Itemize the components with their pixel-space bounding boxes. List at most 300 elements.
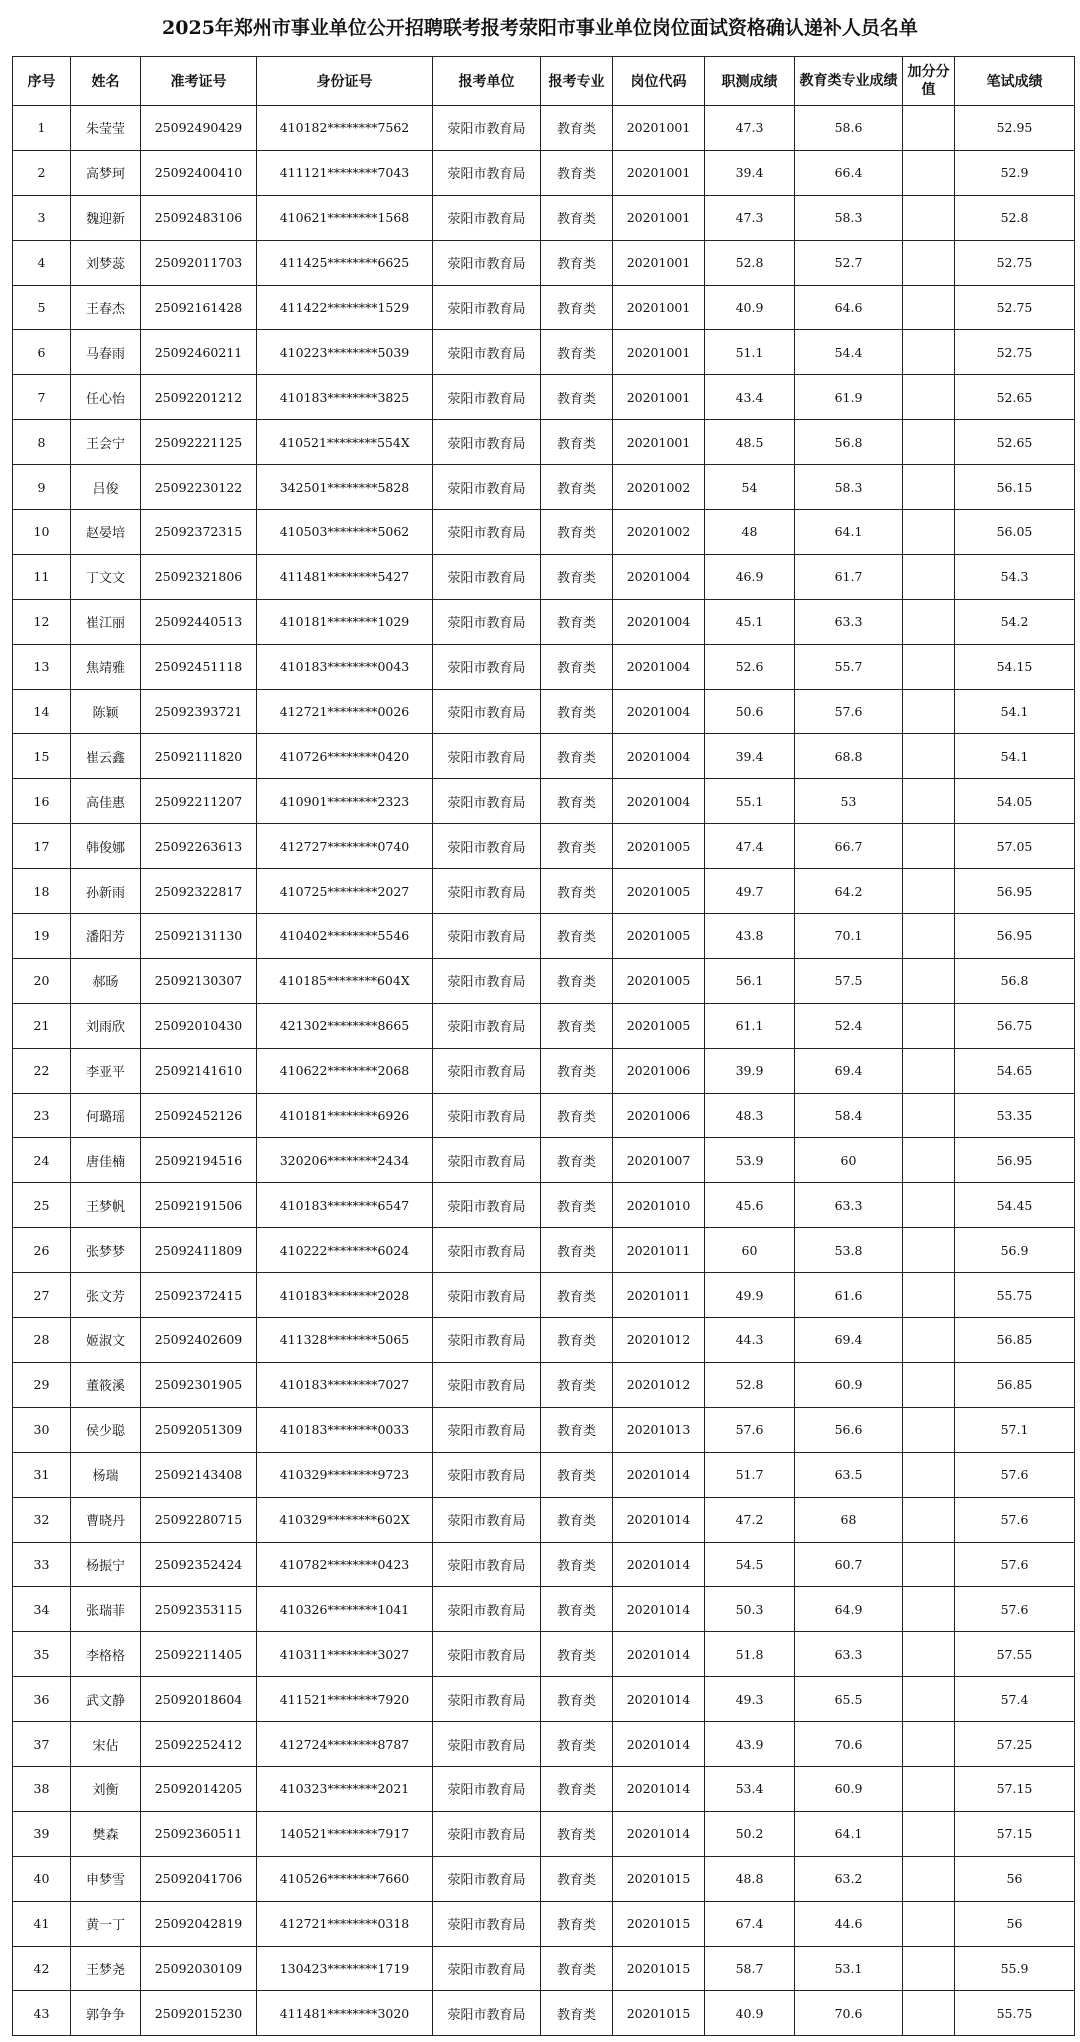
bonus-points-cell — [903, 106, 955, 151]
aptitude-score-cell: 47.3 — [705, 195, 795, 240]
education-score-cell: 65.5 — [795, 1677, 903, 1722]
written-score-cell: 52.75 — [955, 240, 1075, 285]
id-number-cell: 130423********1719 — [257, 1946, 433, 1991]
bonus-points-cell — [903, 958, 955, 1003]
id-number-cell: 410901********2323 — [257, 779, 433, 824]
major-cell: 教育类 — [541, 106, 613, 151]
bonus-points-cell — [903, 1273, 955, 1318]
education-score-cell: 53.8 — [795, 1228, 903, 1273]
written-score-cell: 52.9 — [955, 150, 1075, 195]
aptitude-score-cell: 54 — [705, 465, 795, 510]
post-code-cell: 20201005 — [613, 914, 705, 959]
aptitude-score-cell: 47.4 — [705, 824, 795, 869]
unit-cell: 荥阳市教育局 — [433, 734, 541, 779]
unit-cell: 荥阳市教育局 — [433, 375, 541, 420]
exam-id-cell: 25092041706 — [141, 1856, 257, 1901]
post-code-cell: 20201015 — [613, 1991, 705, 2036]
bonus-points-cell — [903, 1048, 955, 1093]
unit-cell: 荥阳市教育局 — [433, 869, 541, 914]
exam-id-cell: 25092018604 — [141, 1677, 257, 1722]
aptitude-score-cell: 49.9 — [705, 1273, 795, 1318]
aptitude-score-cell: 52.8 — [705, 240, 795, 285]
major-cell: 教育类 — [541, 1048, 613, 1093]
unit-cell: 荥阳市教育局 — [433, 599, 541, 644]
post-code-cell: 20201001 — [613, 375, 705, 420]
id-number-cell: 410329********602X — [257, 1497, 433, 1542]
table-row — [13, 195, 1075, 240]
aptitude-score-cell: 67.4 — [705, 1901, 795, 1946]
written-score-cell: 54.1 — [955, 734, 1075, 779]
name-cell: 刘衡 — [71, 1766, 141, 1811]
education-score-cell: 61.9 — [795, 375, 903, 420]
bonus-points-cell — [903, 510, 955, 555]
education-score-cell: 63.3 — [795, 1632, 903, 1677]
unit-cell: 荥阳市教育局 — [433, 420, 541, 465]
education-score-cell: 63.2 — [795, 1856, 903, 1901]
seq-cell: 16 — [13, 779, 71, 824]
written-score-cell: 56.95 — [955, 914, 1075, 959]
major-cell: 教育类 — [541, 1452, 613, 1497]
exam-id-cell: 25092030109 — [141, 1946, 257, 1991]
table-row — [13, 958, 1075, 1003]
header-bonus-points: 加分分值 — [903, 57, 955, 106]
header-written-score: 笔试成绩 — [955, 57, 1075, 106]
id-number-cell: 410183********0033 — [257, 1407, 433, 1452]
bonus-points-cell — [903, 1766, 955, 1811]
header-major: 报考专业 — [541, 57, 613, 106]
table-row — [13, 1632, 1075, 1677]
table-row — [13, 465, 1075, 510]
education-score-cell: 52.7 — [795, 240, 903, 285]
seq-cell: 12 — [13, 599, 71, 644]
post-code-cell: 20201014 — [613, 1587, 705, 1632]
education-score-cell: 69.4 — [795, 1048, 903, 1093]
major-cell: 教育类 — [541, 689, 613, 734]
exam-id-cell: 25092263613 — [141, 824, 257, 869]
name-cell: 任心怡 — [71, 375, 141, 420]
unit-cell: 荥阳市教育局 — [433, 1991, 541, 2036]
table-row — [13, 1766, 1075, 1811]
unit-cell: 荥阳市教育局 — [433, 824, 541, 869]
major-cell: 教育类 — [541, 824, 613, 869]
table-row — [13, 1273, 1075, 1318]
name-cell: 高佳惠 — [71, 779, 141, 824]
major-cell: 教育类 — [541, 330, 613, 375]
exam-id-cell: 25092360511 — [141, 1811, 257, 1856]
bonus-points-cell — [903, 1587, 955, 1632]
major-cell: 教育类 — [541, 285, 613, 330]
major-cell: 教育类 — [541, 1003, 613, 1048]
name-cell: 黄一丁 — [71, 1901, 141, 1946]
name-cell: 崔江丽 — [71, 599, 141, 644]
written-score-cell: 56.95 — [955, 869, 1075, 914]
table-row — [13, 1003, 1075, 1048]
post-code-cell: 20201001 — [613, 330, 705, 375]
table-row — [13, 1991, 1075, 2036]
post-code-cell: 20201001 — [613, 240, 705, 285]
seq-cell: 33 — [13, 1542, 71, 1587]
name-cell: 高梦珂 — [71, 150, 141, 195]
name-cell: 武文静 — [71, 1677, 141, 1722]
exam-id-cell: 25092460211 — [141, 330, 257, 375]
aptitude-score-cell: 60 — [705, 1228, 795, 1273]
bonus-points-cell — [903, 1362, 955, 1407]
table-row — [13, 1542, 1075, 1587]
unit-cell: 荥阳市教育局 — [433, 1946, 541, 1991]
education-score-cell: 58.3 — [795, 195, 903, 240]
bonus-points-cell — [903, 1138, 955, 1183]
bonus-points-cell — [903, 330, 955, 375]
table-row — [13, 1587, 1075, 1632]
written-score-cell: 55.75 — [955, 1273, 1075, 1318]
id-number-cell: 410323********2021 — [257, 1766, 433, 1811]
unit-cell: 荥阳市教育局 — [433, 1452, 541, 1497]
exam-id-cell: 25092402609 — [141, 1318, 257, 1363]
bonus-points-cell — [903, 1811, 955, 1856]
written-score-cell: 57.1 — [955, 1407, 1075, 1452]
id-number-cell: 412721********0026 — [257, 689, 433, 734]
seq-cell: 29 — [13, 1362, 71, 1407]
table-row — [13, 285, 1075, 330]
aptitude-score-cell: 58.7 — [705, 1946, 795, 1991]
aptitude-score-cell: 48.8 — [705, 1856, 795, 1901]
written-score-cell: 57.6 — [955, 1542, 1075, 1587]
post-code-cell: 20201004 — [613, 554, 705, 599]
major-cell: 教育类 — [541, 1901, 613, 1946]
education-score-cell: 64.2 — [795, 869, 903, 914]
education-score-cell: 68 — [795, 1497, 903, 1542]
table-row — [13, 779, 1075, 824]
exam-id-cell: 25092352424 — [141, 1542, 257, 1587]
post-code-cell: 20201015 — [613, 1946, 705, 1991]
seq-cell: 7 — [13, 375, 71, 420]
exam-id-cell: 25092111820 — [141, 734, 257, 779]
major-cell: 教育类 — [541, 1497, 613, 1542]
exam-id-cell: 25092440513 — [141, 599, 257, 644]
id-number-cell: 410311********3027 — [257, 1632, 433, 1677]
id-number-cell: 410621********1568 — [257, 195, 433, 240]
bonus-points-cell — [903, 285, 955, 330]
major-cell: 教育类 — [541, 510, 613, 555]
education-score-cell: 70.1 — [795, 914, 903, 959]
written-score-cell: 52.95 — [955, 106, 1075, 151]
major-cell: 教育类 — [541, 1722, 613, 1767]
post-code-cell: 20201014 — [613, 1811, 705, 1856]
table-row — [13, 1497, 1075, 1542]
exam-id-cell: 25092372415 — [141, 1273, 257, 1318]
bonus-points-cell — [903, 1228, 955, 1273]
written-score-cell: 54.2 — [955, 599, 1075, 644]
education-score-cell: 64.1 — [795, 510, 903, 555]
id-number-cell: 412721********0318 — [257, 1901, 433, 1946]
education-score-cell: 63.5 — [795, 1452, 903, 1497]
unit-cell: 荥阳市教育局 — [433, 1138, 541, 1183]
name-cell: 唐佳楠 — [71, 1138, 141, 1183]
aptitude-score-cell: 54.5 — [705, 1542, 795, 1587]
name-cell: 张梦梦 — [71, 1228, 141, 1273]
table-row — [13, 554, 1075, 599]
id-number-cell: 411425********6625 — [257, 240, 433, 285]
education-score-cell: 70.6 — [795, 1991, 903, 2036]
id-number-cell: 410183********7027 — [257, 1362, 433, 1407]
unit-cell: 荥阳市教育局 — [433, 1632, 541, 1677]
unit-cell: 荥阳市教育局 — [433, 1811, 541, 1856]
written-score-cell: 54.45 — [955, 1183, 1075, 1228]
education-score-cell: 44.6 — [795, 1901, 903, 1946]
seq-cell: 21 — [13, 1003, 71, 1048]
name-cell: 李格格 — [71, 1632, 141, 1677]
seq-cell: 26 — [13, 1228, 71, 1273]
education-score-cell: 64.6 — [795, 285, 903, 330]
major-cell: 教育类 — [541, 1362, 613, 1407]
seq-cell: 31 — [13, 1452, 71, 1497]
id-number-cell: 410326********1041 — [257, 1587, 433, 1632]
written-score-cell: 55.9 — [955, 1946, 1075, 1991]
seq-cell: 27 — [13, 1273, 71, 1318]
seq-cell: 14 — [13, 689, 71, 734]
unit-cell: 荥阳市教育局 — [433, 1362, 541, 1407]
table-row — [13, 375, 1075, 420]
written-score-cell: 57.6 — [955, 1452, 1075, 1497]
id-number-cell: 410183********6547 — [257, 1183, 433, 1228]
name-cell: 韩俊娜 — [71, 824, 141, 869]
name-cell: 宋佔 — [71, 1722, 141, 1767]
name-cell: 何璐瑶 — [71, 1093, 141, 1138]
name-cell: 王梦尧 — [71, 1946, 141, 1991]
written-score-cell: 56.15 — [955, 465, 1075, 510]
major-cell: 教育类 — [541, 644, 613, 689]
bonus-points-cell — [903, 1497, 955, 1542]
table-row — [13, 1722, 1075, 1767]
table-row — [13, 1811, 1075, 1856]
exam-id-cell: 25092230122 — [141, 465, 257, 510]
unit-cell: 荥阳市教育局 — [433, 1183, 541, 1228]
education-score-cell: 54.4 — [795, 330, 903, 375]
exam-id-cell: 25092191506 — [141, 1183, 257, 1228]
exam-id-cell: 25092194516 — [141, 1138, 257, 1183]
unit-cell: 荥阳市教育局 — [433, 1318, 541, 1363]
seq-cell: 5 — [13, 285, 71, 330]
seq-cell: 34 — [13, 1587, 71, 1632]
bonus-points-cell — [903, 554, 955, 599]
bonus-points-cell — [903, 734, 955, 779]
table-row — [13, 240, 1075, 285]
post-code-cell: 20201014 — [613, 1452, 705, 1497]
id-number-cell: 410183********0043 — [257, 644, 433, 689]
exam-id-cell: 25092211405 — [141, 1632, 257, 1677]
id-number-cell: 410329********9723 — [257, 1452, 433, 1497]
bonus-points-cell — [903, 1946, 955, 1991]
exam-id-cell: 25092353115 — [141, 1587, 257, 1632]
name-cell: 马春雨 — [71, 330, 141, 375]
exam-id-cell: 25092010430 — [141, 1003, 257, 1048]
post-code-cell: 20201014 — [613, 1766, 705, 1811]
written-score-cell: 52.8 — [955, 195, 1075, 240]
exam-id-cell: 25092451118 — [141, 644, 257, 689]
name-cell: 张文芳 — [71, 1273, 141, 1318]
table-row — [13, 1452, 1075, 1497]
unit-cell: 荥阳市教育局 — [433, 689, 541, 734]
table-header-row — [13, 57, 1075, 106]
table-row — [13, 1183, 1075, 1228]
exam-id-cell: 25092051309 — [141, 1407, 257, 1452]
major-cell: 教育类 — [541, 554, 613, 599]
education-score-cell: 52.4 — [795, 1003, 903, 1048]
written-score-cell: 57.15 — [955, 1766, 1075, 1811]
name-cell: 朱莹莹 — [71, 106, 141, 151]
aptitude-score-cell: 49.3 — [705, 1677, 795, 1722]
table-row — [13, 1048, 1075, 1093]
name-cell: 崔云鑫 — [71, 734, 141, 779]
aptitude-score-cell: 43.4 — [705, 375, 795, 420]
seq-cell: 1 — [13, 106, 71, 151]
unit-cell: 荥阳市教育局 — [433, 1407, 541, 1452]
written-score-cell: 56.9 — [955, 1228, 1075, 1273]
document-title: 2025年郑州市事业单位公开招聘联考报考荥阳市事业单位岗位面试资格确认递补人员名单 — [162, 17, 918, 39]
name-cell: 吕俊 — [71, 465, 141, 510]
aptitude-score-cell: 39.9 — [705, 1048, 795, 1093]
written-score-cell: 57.15 — [955, 1811, 1075, 1856]
education-score-cell: 64.9 — [795, 1587, 903, 1632]
exam-id-cell: 25092130307 — [141, 958, 257, 1003]
id-number-cell: 410181********6926 — [257, 1093, 433, 1138]
table-row — [13, 420, 1075, 465]
seq-cell: 3 — [13, 195, 71, 240]
education-score-cell: 61.7 — [795, 554, 903, 599]
aptitude-score-cell: 43.8 — [705, 914, 795, 959]
education-score-cell: 70.6 — [795, 1722, 903, 1767]
bonus-points-cell — [903, 1093, 955, 1138]
bonus-points-cell — [903, 195, 955, 240]
exam-id-cell: 25092014205 — [141, 1766, 257, 1811]
header-name: 姓名 — [71, 57, 141, 106]
seq-cell: 25 — [13, 1183, 71, 1228]
exam-id-cell: 25092372315 — [141, 510, 257, 555]
exam-id-cell: 25092221125 — [141, 420, 257, 465]
written-score-cell: 57.25 — [955, 1722, 1075, 1767]
table-row — [13, 1228, 1075, 1273]
seq-cell: 9 — [13, 465, 71, 510]
bonus-points-cell — [903, 1677, 955, 1722]
name-cell: 樊森 — [71, 1811, 141, 1856]
id-number-cell: 410222********6024 — [257, 1228, 433, 1273]
education-score-cell: 60.9 — [795, 1362, 903, 1407]
major-cell: 教育类 — [541, 1677, 613, 1722]
exam-id-cell: 25092042819 — [141, 1901, 257, 1946]
table-row — [13, 1946, 1075, 1991]
table-row — [13, 824, 1075, 869]
bonus-points-cell — [903, 1452, 955, 1497]
name-cell: 陈颖 — [71, 689, 141, 734]
bonus-points-cell — [903, 465, 955, 510]
name-cell: 张瑞菲 — [71, 1587, 141, 1632]
name-cell: 孙新雨 — [71, 869, 141, 914]
written-score-cell: 57.6 — [955, 1587, 1075, 1632]
education-score-cell: 57.6 — [795, 689, 903, 734]
seq-cell: 8 — [13, 420, 71, 465]
education-score-cell: 61.6 — [795, 1273, 903, 1318]
name-cell: 郭争争 — [71, 1991, 141, 2036]
aptitude-score-cell: 47.3 — [705, 106, 795, 151]
written-score-cell: 57.55 — [955, 1632, 1075, 1677]
major-cell: 教育类 — [541, 1542, 613, 1587]
post-code-cell: 20201004 — [613, 779, 705, 824]
aptitude-score-cell: 45.1 — [705, 599, 795, 644]
name-cell: 杨振宁 — [71, 1542, 141, 1587]
id-number-cell: 410223********5039 — [257, 330, 433, 375]
bonus-points-cell — [903, 1003, 955, 1048]
exam-id-cell: 25092322817 — [141, 869, 257, 914]
table-row — [13, 914, 1075, 959]
written-score-cell: 57.4 — [955, 1677, 1075, 1722]
exam-id-cell: 25092141610 — [141, 1048, 257, 1093]
written-score-cell: 54.1 — [955, 689, 1075, 734]
major-cell: 教育类 — [541, 1811, 613, 1856]
education-score-cell: 53.1 — [795, 1946, 903, 1991]
id-number-cell: 411328********5065 — [257, 1318, 433, 1363]
exam-id-cell: 25092452126 — [141, 1093, 257, 1138]
id-number-cell: 410183********3825 — [257, 375, 433, 420]
seq-cell: 35 — [13, 1632, 71, 1677]
major-cell: 教育类 — [541, 1856, 613, 1901]
table-row — [13, 1407, 1075, 1452]
name-cell: 刘梦蕊 — [71, 240, 141, 285]
id-number-cell: 410181********1029 — [257, 599, 433, 644]
bonus-points-cell — [903, 1183, 955, 1228]
exam-id-cell: 25092301905 — [141, 1362, 257, 1407]
seq-cell: 42 — [13, 1946, 71, 1991]
name-cell: 曹晓丹 — [71, 1497, 141, 1542]
id-number-cell: 410622********2068 — [257, 1048, 433, 1093]
exam-id-cell: 25092400410 — [141, 150, 257, 195]
written-score-cell: 52.65 — [955, 420, 1075, 465]
bonus-points-cell — [903, 779, 955, 824]
id-number-cell: 411481********5427 — [257, 554, 433, 599]
education-score-cell: 69.4 — [795, 1318, 903, 1363]
major-cell: 教育类 — [541, 1766, 613, 1811]
major-cell: 教育类 — [541, 734, 613, 779]
id-number-cell: 410725********2027 — [257, 869, 433, 914]
exam-id-cell: 25092201212 — [141, 375, 257, 420]
major-cell: 教育类 — [541, 1138, 613, 1183]
aptitude-score-cell: 46.9 — [705, 554, 795, 599]
exam-id-cell: 25092393721 — [141, 689, 257, 734]
major-cell: 教育类 — [541, 958, 613, 1003]
seq-cell: 2 — [13, 150, 71, 195]
aptitude-score-cell: 39.4 — [705, 734, 795, 779]
seq-cell: 40 — [13, 1856, 71, 1901]
bonus-points-cell — [903, 1632, 955, 1677]
post-code-cell: 20201005 — [613, 1003, 705, 1048]
major-cell: 教育类 — [541, 779, 613, 824]
post-code-cell: 20201006 — [613, 1093, 705, 1138]
unit-cell: 荥阳市教育局 — [433, 1542, 541, 1587]
written-score-cell: 56 — [955, 1856, 1075, 1901]
major-cell: 教育类 — [541, 420, 613, 465]
exam-id-cell: 25092321806 — [141, 554, 257, 599]
education-score-cell: 58.4 — [795, 1093, 903, 1138]
unit-cell: 荥阳市教育局 — [433, 330, 541, 375]
name-cell: 侯少聪 — [71, 1407, 141, 1452]
post-code-cell: 20201012 — [613, 1362, 705, 1407]
unit-cell: 荥阳市教育局 — [433, 1677, 541, 1722]
major-cell: 教育类 — [541, 869, 613, 914]
name-cell: 王春杰 — [71, 285, 141, 330]
post-code-cell: 20201001 — [613, 106, 705, 151]
written-score-cell: 56.95 — [955, 1138, 1075, 1183]
major-cell: 教育类 — [541, 1991, 613, 2036]
id-number-cell: 410526********7660 — [257, 1856, 433, 1901]
